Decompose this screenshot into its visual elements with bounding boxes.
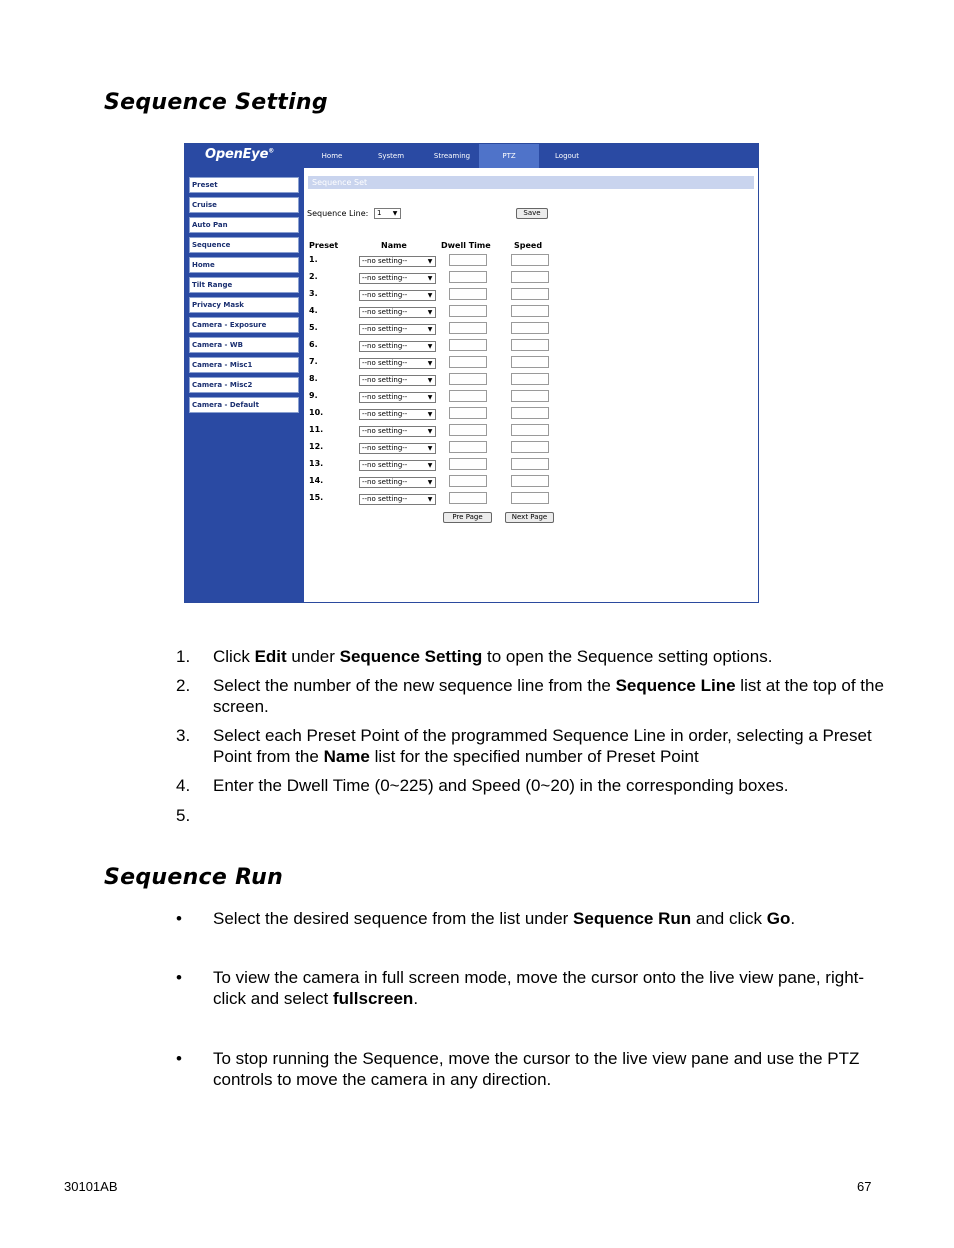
preset-name-select[interactable]: --no setting-- ▼ [359, 409, 436, 420]
dwell-time-input[interactable] [449, 254, 487, 266]
dwell-time-input[interactable] [449, 424, 487, 436]
sequence-set-panel [304, 168, 758, 602]
speed-input[interactable] [511, 390, 549, 402]
preset-name-select[interactable]: --no setting-- ▼ [359, 375, 436, 386]
footer-page-number: 67 [857, 1179, 872, 1194]
sidebar-item[interactable]: Camera - Exposure [189, 317, 299, 333]
sidebar-item[interactable]: Camera - Default [189, 397, 299, 413]
step-number: 4. [176, 776, 191, 795]
chevron-down-icon: ▼ [427, 479, 433, 486]
speed-input[interactable] [511, 475, 549, 487]
ptz-sidebar [185, 168, 304, 602]
speed-input[interactable] [511, 322, 549, 334]
chevron-down-icon: ▼ [427, 275, 433, 282]
column-header: Preset [309, 241, 339, 250]
text-run: To view the camera in full screen mode, move the cursor onto the live view pane, right-click and select [213, 968, 865, 1008]
sidebar-item[interactable]: Camera - Misc1 [189, 357, 299, 373]
column-header: Name [381, 241, 407, 250]
chevron-down-icon: ▼ [427, 343, 433, 350]
sidebar-item[interactable]: Camera - WB [189, 337, 299, 353]
nav-tab-system[interactable]: System [377, 152, 405, 160]
camera-ui-screenshot [184, 143, 759, 603]
text-run: list for the specified number of Preset Point [369, 747, 699, 766]
bullet-glyph: • [176, 968, 182, 987]
preset-name-select[interactable]: --no setting-- ▼ [359, 392, 436, 403]
preset-name-select[interactable]: --no setting-- ▼ [359, 341, 436, 352]
sidebar-item[interactable]: Preset [189, 177, 299, 193]
bold-term: Go [766, 909, 791, 928]
step-number: 2. [176, 676, 191, 695]
text-run: . [413, 989, 419, 1008]
chevron-down-icon: ▼ [427, 292, 433, 299]
preset-name-select[interactable]: --no setting-- ▼ [359, 256, 436, 267]
preset-row-number: 2. [309, 272, 318, 281]
chevron-down-icon: ▼ [427, 445, 433, 452]
section-title-bar: Sequence Set [308, 176, 754, 189]
preset-row-number: 9. [309, 391, 318, 400]
chevron-down-icon: ▼ [427, 258, 433, 265]
bold-term: Sequence Run [573, 909, 692, 928]
text-run: To stop running the Sequence, move the cursor to the live view pane and use the PTZ controls to move the camera in any direction. [213, 1049, 860, 1089]
step-text [213, 675, 893, 717]
preset-name-select[interactable]: --no setting-- ▼ [359, 290, 436, 301]
text-run: Select the number of the new sequence line from the [213, 676, 616, 695]
sidebar-item[interactable]: Privacy Mask [189, 297, 299, 313]
bold-term: Sequence Setting [339, 647, 483, 666]
bullet-glyph: • [176, 909, 182, 928]
preset-name-select[interactable]: --no setting-- ▼ [359, 307, 436, 318]
dwell-time-input[interactable] [449, 373, 487, 385]
sidebar-item[interactable]: Tilt Range [189, 277, 299, 293]
preset-row-number: 1. [309, 255, 318, 264]
speed-input[interactable] [511, 254, 549, 266]
dwell-time-input[interactable] [449, 475, 487, 487]
step-number: 5. [176, 806, 191, 825]
next-page-button[interactable]: Next Page [505, 512, 554, 523]
nav-tab-home[interactable]: Home [321, 152, 343, 160]
bold-term: Name [323, 747, 370, 766]
sidebar-item[interactable]: Cruise [189, 197, 299, 213]
text-run: Click [213, 647, 255, 666]
step-number: 3. [176, 726, 191, 745]
dwell-time-input[interactable] [449, 492, 487, 504]
preset-name-select[interactable]: --no setting-- ▼ [359, 477, 436, 488]
preset-name-select[interactable]: --no setting-- ▼ [359, 494, 436, 505]
speed-input[interactable] [511, 492, 549, 504]
speed-input[interactable] [511, 407, 549, 419]
speed-input[interactable] [511, 271, 549, 283]
preset-row-number: 6. [309, 340, 318, 349]
text-run: to open the Sequence setting options. [482, 647, 773, 666]
text-run: and click [691, 909, 767, 928]
chevron-down-icon: ▼ [427, 309, 433, 316]
dwell-time-input[interactable] [449, 407, 487, 419]
preset-name-select[interactable]: --no setting-- ▼ [359, 324, 436, 335]
text-run: Enter the Dwell Time (0~225) and Speed (0~20) in the corresponding boxes. [213, 776, 789, 795]
preset-row-number: 8. [309, 374, 318, 383]
save-button[interactable]: Save [516, 208, 548, 219]
dwell-time-input[interactable] [449, 288, 487, 300]
column-header: Speed [514, 241, 543, 250]
speed-input[interactable] [511, 288, 549, 300]
bullet-text [213, 967, 893, 1009]
preset-name-select[interactable]: --no setting-- ▼ [359, 358, 436, 369]
openeye-logo: OpenEye® [205, 147, 275, 162]
speed-input[interactable] [511, 441, 549, 453]
dwell-time-input[interactable] [449, 356, 487, 368]
preset-name-select[interactable]: --no setting-- ▼ [359, 443, 436, 454]
step-text [213, 775, 893, 796]
speed-input[interactable] [511, 356, 549, 368]
heading-sequence-setting: Sequence Setting [104, 90, 328, 115]
nav-tab-ptz[interactable]: PTZ [479, 144, 539, 168]
sidebar-item[interactable]: Home [189, 257, 299, 273]
chevron-down-icon: ▼ [427, 360, 433, 367]
chevron-down-icon: ▼ [427, 377, 433, 384]
preset-row-number: 4. [309, 306, 318, 315]
chevron-down-icon: ▼ [427, 326, 433, 333]
sequence-line-label: Sequence Line: [307, 209, 369, 218]
preset-row-number: 12. [309, 442, 324, 451]
preset-name-select[interactable]: --no setting-- ▼ [359, 426, 436, 437]
dwell-time-input[interactable] [449, 390, 487, 402]
speed-input[interactable] [511, 305, 549, 317]
bullet-text [213, 908, 893, 929]
speed-input[interactable] [511, 458, 549, 470]
chevron-down-icon: ▼ [427, 496, 433, 503]
column-header: Dwell Time [441, 241, 491, 250]
text-run: Select the desired sequence from the list under [213, 909, 574, 928]
dwell-time-input[interactable] [449, 305, 487, 317]
preset-row-number: 7. [309, 357, 318, 366]
text-run: . [790, 909, 796, 928]
bold-term: fullscreen [333, 989, 414, 1008]
chevron-down-icon: ▼ [427, 462, 433, 469]
preset-row-number: 14. [309, 476, 324, 485]
chevron-down-icon: ▼ [427, 394, 433, 401]
text-run: under [286, 647, 340, 666]
chevron-down-icon: ▼ [392, 210, 398, 217]
chevron-down-icon: ▼ [427, 411, 433, 418]
bullet-text [213, 1048, 893, 1090]
dwell-time-input[interactable] [449, 339, 487, 351]
step-text [213, 725, 893, 767]
speed-input[interactable] [511, 373, 549, 385]
text-run: list at the top of the screen. [213, 676, 884, 716]
preset-row-number: 5. [309, 323, 318, 332]
bold-term: Sequence Line [615, 676, 736, 695]
preset-row-number: 3. [309, 289, 318, 298]
nav-tab-streaming[interactable]: Streaming [433, 152, 471, 160]
sidebar-item[interactable]: Sequence [189, 237, 299, 253]
pre-page-button[interactable]: Pre Page [443, 512, 492, 523]
preset-row-number: 15. [309, 493, 324, 502]
speed-input[interactable] [511, 424, 549, 436]
preset-name-select[interactable]: --no setting-- ▼ [359, 273, 436, 284]
dwell-time-input[interactable] [449, 441, 487, 453]
text-run: Select each Preset Point of the programmed Sequence Line in order, selecting a Preset Point from the [213, 726, 872, 766]
step-number: 1. [176, 647, 191, 666]
sidebar-item[interactable]: Auto Pan [189, 217, 299, 233]
dwell-time-input[interactable] [449, 322, 487, 334]
footer-doc-id: 30101AB [64, 1179, 118, 1194]
step-text [213, 646, 893, 667]
preset-row-number: 10. [309, 408, 324, 417]
heading-sequence-run: Sequence Run [104, 865, 284, 890]
preset-row-number: 11. [309, 425, 324, 434]
bullet-glyph: • [176, 1049, 182, 1068]
speed-input[interactable] [511, 339, 549, 351]
preset-row-number: 13. [309, 459, 324, 468]
top-nav-bar [185, 144, 758, 168]
chevron-down-icon: ▼ [427, 428, 433, 435]
preset-name-select[interactable]: --no setting-- ▼ [359, 460, 436, 471]
nav-tab-logout[interactable]: Logout [555, 152, 579, 160]
sidebar-item[interactable]: Camera - Misc2 [189, 377, 299, 393]
dwell-time-input[interactable] [449, 458, 487, 470]
dwell-time-input[interactable] [449, 271, 487, 283]
bold-term: Edit [254, 647, 287, 666]
sequence-line-select[interactable]: 1 ▼ [374, 208, 401, 219]
